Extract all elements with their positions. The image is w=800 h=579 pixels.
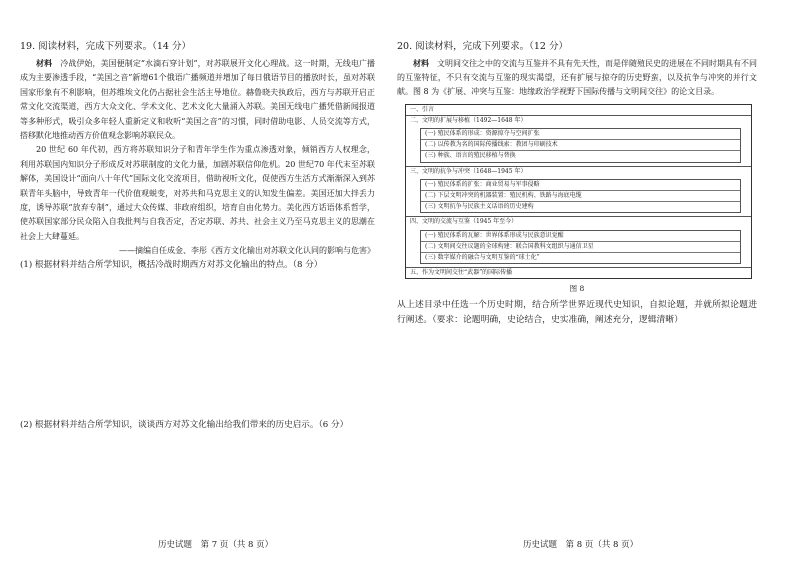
outline-row: (一) 殖民体系的扩张：商业贸易与军事侵略: [421, 180, 740, 191]
outline-row: (一) 殖民体系的瓦解：世界体系形成与民族意识觉醒: [421, 231, 740, 242]
outline-section: [406, 217, 751, 268]
question-19-sub1: (1) 根据材料并结合所学知识，概括冷战时期西方对苏文化输出的特点。（8 分）: [20, 260, 323, 271]
page-footer-right: 历史试题 第 8 页（共 8 页）: [523, 540, 639, 550]
question-19-title: 19. 阅读材料，完成下列要求。（14 分）: [20, 41, 191, 52]
outline-section: [406, 116, 751, 167]
material-label: 材料: [36, 58, 53, 68]
outline-row: (三) 数字媒介的融合与文明互鉴的“球土化”: [425, 254, 540, 262]
outline-row: 二、文明的扩展与移植（1492—1648 年）: [410, 116, 527, 124]
question-19-sub2: (2) 根据材料并结合所学知识，谈谈西方对苏文化输出给我们带来的历史启示。（6 分）: [20, 420, 349, 430]
outline-row: 五、作为文明间交往“武器”的国际传播: [410, 269, 513, 277]
outline-row: (二) 以传教为名的国际传播线索：教团与印刷技术: [421, 140, 740, 151]
outline-row: (二) 下层文明冲突的机器装置：殖民机构、铁路与海底电缆: [421, 191, 740, 202]
outline-section: [406, 167, 751, 218]
outline-subbox: [420, 179, 741, 214]
right-page: [397, 40, 757, 328]
outline-row: (一) 殖民体系的形成：资源掠夺与空间扩张: [421, 129, 740, 140]
material-paragraph-2: 20 世纪 60 年代初，西方将苏联知识分子和青年学生作为重点渗透对象，倾销西方人权理念，利用苏联国内知识分子形成反对苏联制度的文化力量，加剧苏联信仰危机。20 世纪70 年代末至苏联解体，美国设计“面向八十年代”国际文化交流项目，借助视听文化，促使西方生活方式渐渐深入到苏联青年头脑中，导致青年一代价值观蜕变，对苏共和马克思主义的认知发生偏差。美国还加大拌丢力度，诱导苏联“放弃专制”，通过大众传媒、非政府组织，培育自由化势力。美化西方话语体系哲学，使苏联国家部分民众陷入自我批判与自我否定，否定苏联、苏共、社会主义乃至马克思主义的思潮在社会上大肆蔓延。: [20, 145, 375, 241]
outline-row: (二) 文明间交往议题的全球构建：联合国教科文组织与通信卫星: [421, 242, 740, 253]
material-source: ——摘编自任成金、李彤《西方文化输出对苏联文化认同的影响与危害》: [119, 246, 375, 256]
material-text-1: 冷战伊始，美国便制定“水滴石穿计划”，对苏联展开文化心理战。这一时期，无线电广播成为主要渗透手段，“美国之音”新增61个俄语广播频道并增加了每日俄语节目的播放时长，虽对苏联国家形象有不利影响，但苏维埃文化仍占据社会生活主导地位。赫鲁晓夫执政后，西方与苏联开启正常文化交流渠道，西方大众文化、学术文化、艺术文化大量涌入苏联。美国无线电广播凭借新闻报道等多种形式，吸引众多年轻人重新定义和收听“美国之音”的习惯，同时借助电影、人员交流等方式，搭移默化地推动西方价值观念影响苏联民众。: [20, 59, 376, 141]
outline-subbox: [420, 230, 741, 265]
thesis-outline-table: [405, 104, 752, 280]
outline-row: (三) 文明抗争与民族主义话语的历史建构: [425, 203, 534, 211]
material-paragraph-1: [20, 56, 375, 143]
question-20-prompt: 从上述目录中任选一个历史时期，结合所学世界近现代史知识，自拟论题，并就所拟论题进行阐述。（要求：论题明确，史论结合，史实准确，阐述充分，逻辑清晰）: [397, 300, 757, 326]
outline-subbox: [420, 128, 741, 163]
material-paragraph: [397, 56, 757, 100]
material-text: 文明间交往之中的交流与互鉴并不具有先天性，而是伴随殖民史的进展在不同时期具有不同的互鉴特征，不只有交流与互鉴的现实渴望，还有扩展与掠夺的历史野蛮，以及抗争与冲突的并行文献。图 8 为《扩展、冲突与互鉴：地缘政治学视野下国际传播与文明间交往》的论文目录。: [397, 59, 757, 97]
question-20-title: 20. 阅读材料，完成下列要求。（12 分）: [397, 41, 568, 52]
outline-row: 三、文明的抗争与冲突（1648—1945 年）: [410, 167, 527, 175]
outline-row: 一、引言: [406, 105, 751, 116]
material-label: 材料: [413, 58, 429, 68]
outline-row: 四、文明的交流与互鉴（1945 年至今）: [410, 218, 518, 226]
outline-row: (三) 种族、语言的殖民移植与替换: [425, 152, 516, 160]
page-footer-left: 历史试题 第 7 页（共 8 页）: [158, 540, 274, 550]
left-page: [20, 40, 376, 430]
figure-caption: 图 8: [569, 284, 585, 294]
